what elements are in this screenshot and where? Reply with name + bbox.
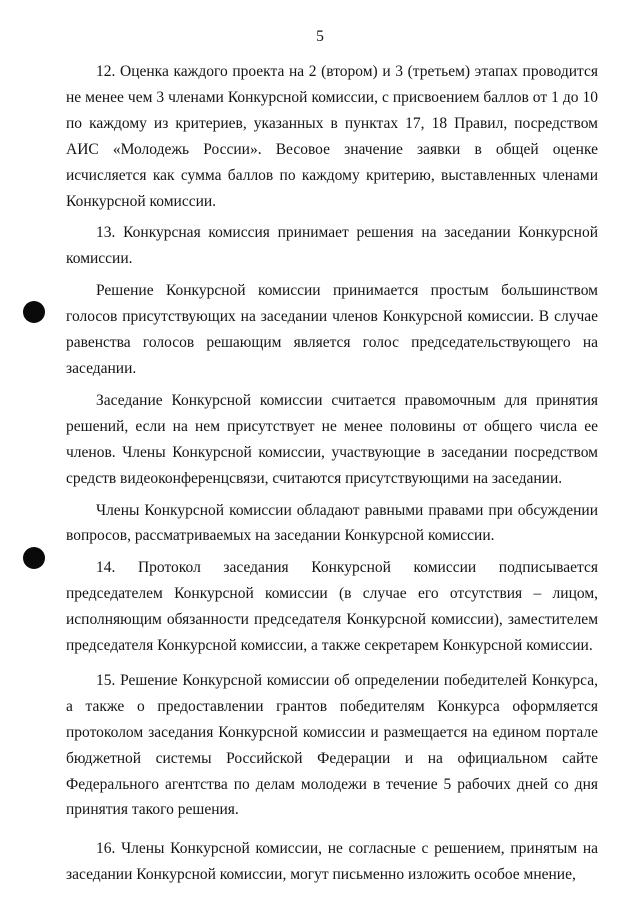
paragraph-12: 12. Оценка каждого проекта на 2 (втором) и 3 (третьем) этапах проводится не менее чем 3 членами Конкурсной комиссии, с присвоением баллов от 1 до 10 по каждому из критериев, указанных в пунктах 17, 18 Правил, посредством АИС «Молодежь России». Весовое значение заявки в общей оценке исчисляется как сумма баллов по каждому критерию, выставленных членами Конкурсной комиссии.	[66, 63, 598, 210]
paragraph-13: 13. Конкурсная комиссия принимает решения на заседании Конкурсной комиссии.	[66, 224, 598, 268]
paragraph-15: 15. Решение Конкурсной комиссии об определении победителей Конкурса, а также о предоставлении грантов победителям Конкурса оформляется протоколом заседания Конкурсной комиссии и размещается на едином портале бюджетной системы Российской Федерации и на официальном сайте Федерального агентства по делам молодежи в течение 5 рабочих дней со дня принятия такого решения.	[66, 671, 598, 819]
page-number: 5	[316, 28, 324, 45]
paragraph-decision: Решение Конкурсной комиссии принимается простым большинством голосов присутствующих на заседании членов Конкурсной комиссии. В случае равенства голосов решающим является голос председательствующего на заседании.	[66, 282, 598, 377]
paragraph-equal-rights: Члены Конкурсной комиссии обладают равными правами при обсуждении вопросов, рассматриваемых на заседании Конкурсной комиссии.	[66, 501, 598, 545]
punch-hole-mark	[23, 301, 45, 323]
punch-hole-mark	[23, 547, 45, 569]
paragraph-16: 16. Члены Конкурсной комиссии, не согласные с решением, принятым на заседании Конкурсной комиссии, могут письменно изложить особое мнение,	[66, 840, 598, 884]
paragraph-14: 14. Протокол заседания Конкурсной комиссии подписывается председателем Конкурсной комиссии (в случае его отсутствия – лицом, исполняющим обязанности председателя Конкурсной комиссии), заместителем председателя Конкурсной комиссии, а также секретарем Конкурсной комиссии.	[66, 559, 598, 655]
document-body	[66, 59, 598, 888]
paragraph-quorum: Заседание Конкурсной комиссии считается правомочным для принятия решений, если на нем присутствует не менее половины от общего числа ее членов. Члены Конкурсной комиссии, участвующие в заседании посредством средств видеоконференцсвязи, считаются присутствующими на заседании.	[66, 391, 598, 487]
